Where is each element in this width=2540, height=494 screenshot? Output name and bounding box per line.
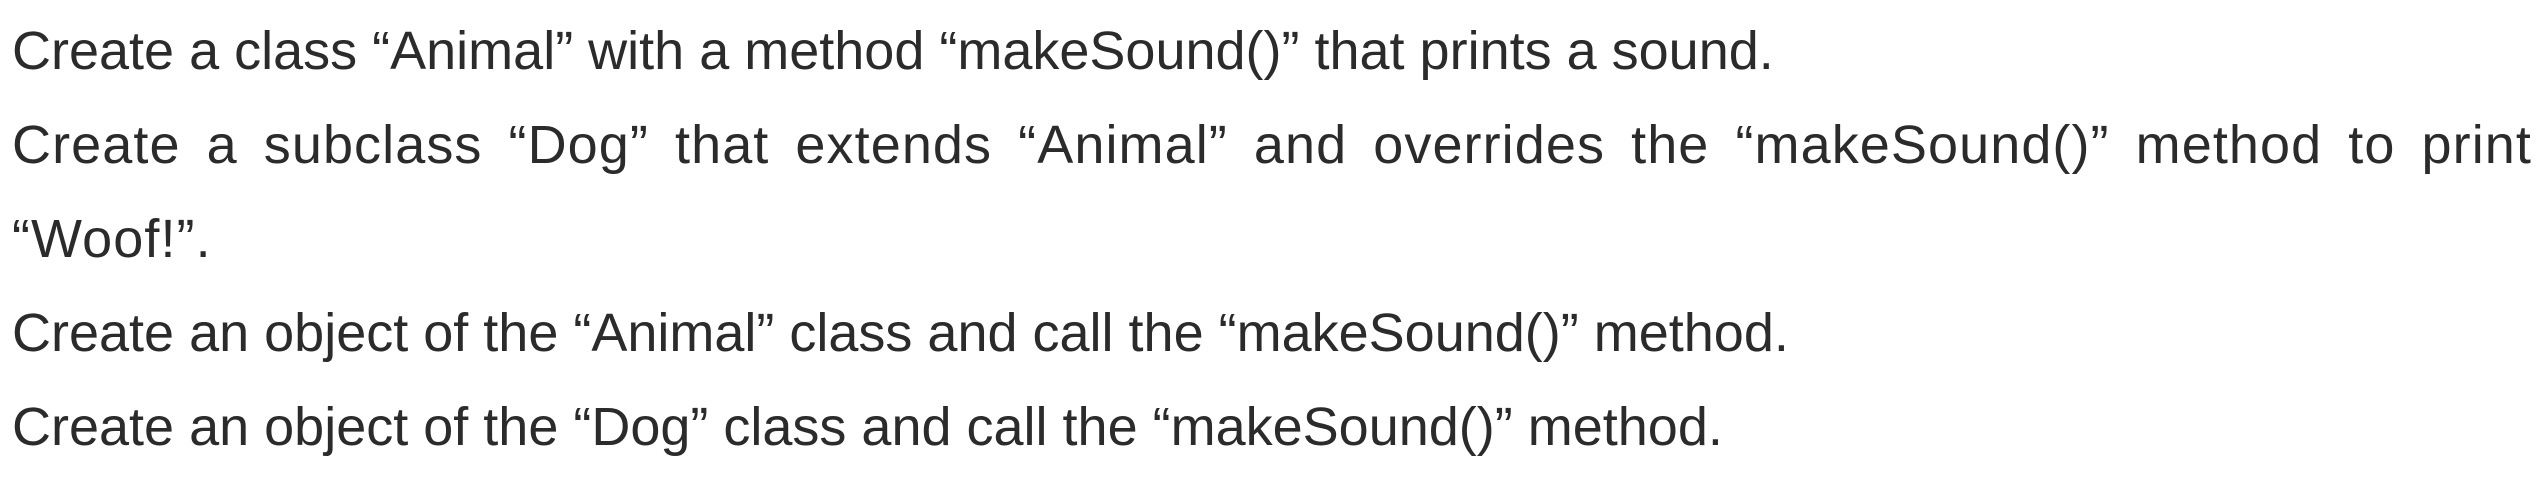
instruction-3: Create an object of the “Animal” class and call the “makeSound()” method. [12,303,1789,363]
instruction-2: Create a subclass “Dog” that extends “Animal” and overrides the “makeSound()” method to print “Woof!”. [12,115,2532,269]
instruction-4: Create an object of the “Dog” class and call the “makeSound()” method. [12,397,1723,457]
instruction-1: Create a class “Animal” with a method “makeSound()” that prints a sound. [12,21,1774,81]
